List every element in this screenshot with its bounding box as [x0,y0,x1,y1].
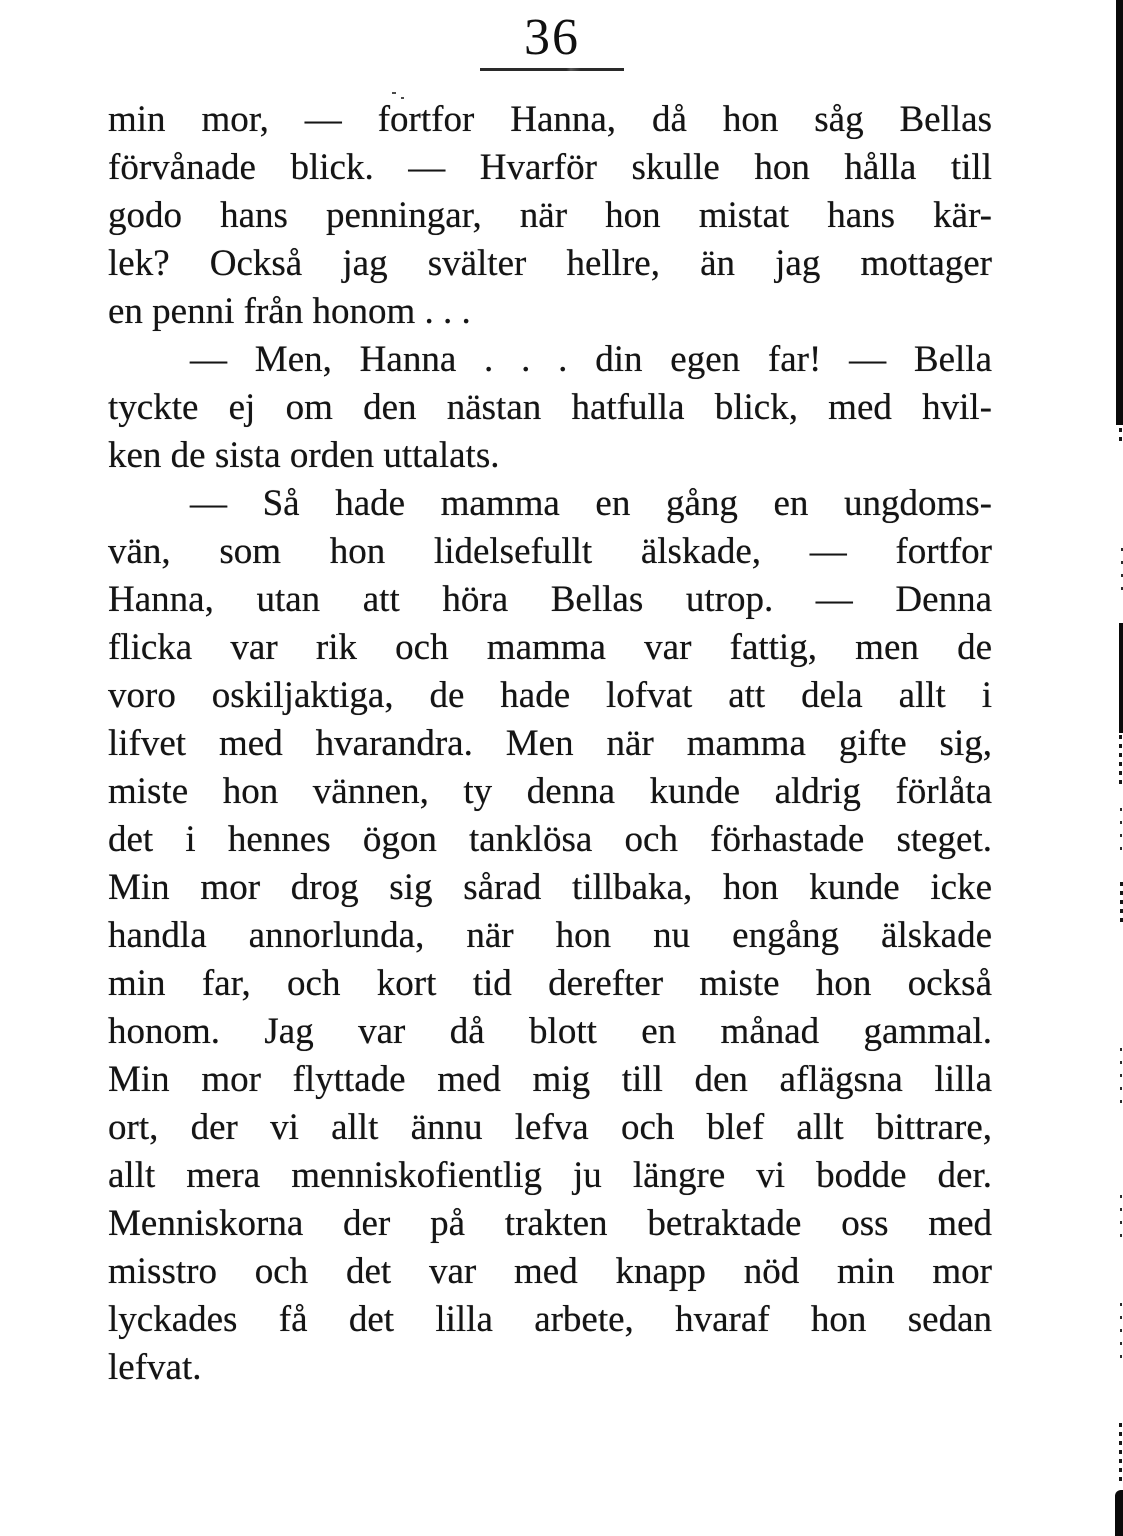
page-number: 36 [524,9,580,66]
text-line: lifvet med hvarandra. Men när mamma gifte sig, [108,723,992,764]
scan-artifact [1119,735,1122,785]
ink-speck [392,92,396,94]
scan-artifact-bar [1116,0,1123,425]
text-line: — Men, Hanna . . . din egen far! — Bella [190,339,992,380]
text-line: ort, der vi allt ännu lefva och blef allt bittrare, [108,1107,992,1148]
text-line: tyckte ej om den nästan hatfulla blick, med hvil- [108,387,992,428]
text-line: en penni från honom . . . [108,291,471,332]
text-line: det i hennes ögon tanklösa och förhastade steget. [108,819,992,860]
body-text [108,96,992,1392]
text-line: handla annorlunda, när hon nu engång älskade [108,915,992,956]
text-line: lyckades få det lilla arbete, hvaraf hon sedan [108,1299,992,1340]
text-line: förvånade blick. — Hvarför skulle hon hålla till [108,147,992,188]
scan-artifact [1119,428,1122,442]
text-line: Hanna, utan att höra Bellas utrop. — Denna [108,579,992,620]
page-header [110,10,994,71]
scan-artifact [1120,1048,1122,1110]
text-line: honom. Jag var då blott en månad gammal. [108,1011,992,1052]
scan-artifact [1120,1195,1122,1240]
text-line: min mor, — fortfor Hanna, då hon såg Bellas [108,99,992,140]
text-line: Min mor flyttade med mig till den aflägsna lilla [108,1059,992,1100]
text-line: misstro och det var med knapp nöd min mor [108,1251,992,1292]
scan-artifact [1119,1423,1122,1483]
text-line: allt mera menniskofientlig ju längre vi bodde der. [108,1155,992,1196]
text-line: flicka var rik och mamma var fattig, men de [108,627,992,668]
text-line: vän, som hon lidelsefullt älskade, — fortfor [108,531,992,572]
scan-artifact [1120,1303,1122,1360]
scan-artifact-bar [1119,623,1123,733]
text-line: lek? Också jag svälter hellre, än jag mottager [108,243,992,284]
scan-artifact [1120,808,1122,858]
text-line: ken de sista orden uttalats. [108,435,500,476]
text-line: Min mor drog sig sårad tillbaka, hon kunde icke [108,867,992,908]
text-line: — Så hade mamma en gång en ungdoms- [190,483,992,524]
header-rule [480,68,624,71]
text-line: min far, och kort tid derefter miste hon också [108,963,992,1004]
scan-artifact-blob [1115,1490,1123,1536]
text-line: godo hans penningar, när hon mistat hans kär- [108,195,992,236]
text-line: voro oskiljaktiga, de hade lofvat att dela allt i [108,675,992,716]
text-line: Menniskorna der på trakten betraktade oss med [108,1203,992,1244]
text-line: lefvat. [108,1347,202,1388]
text-line: miste hon vännen, ty denna kunde aldrig förlåta [108,771,992,812]
